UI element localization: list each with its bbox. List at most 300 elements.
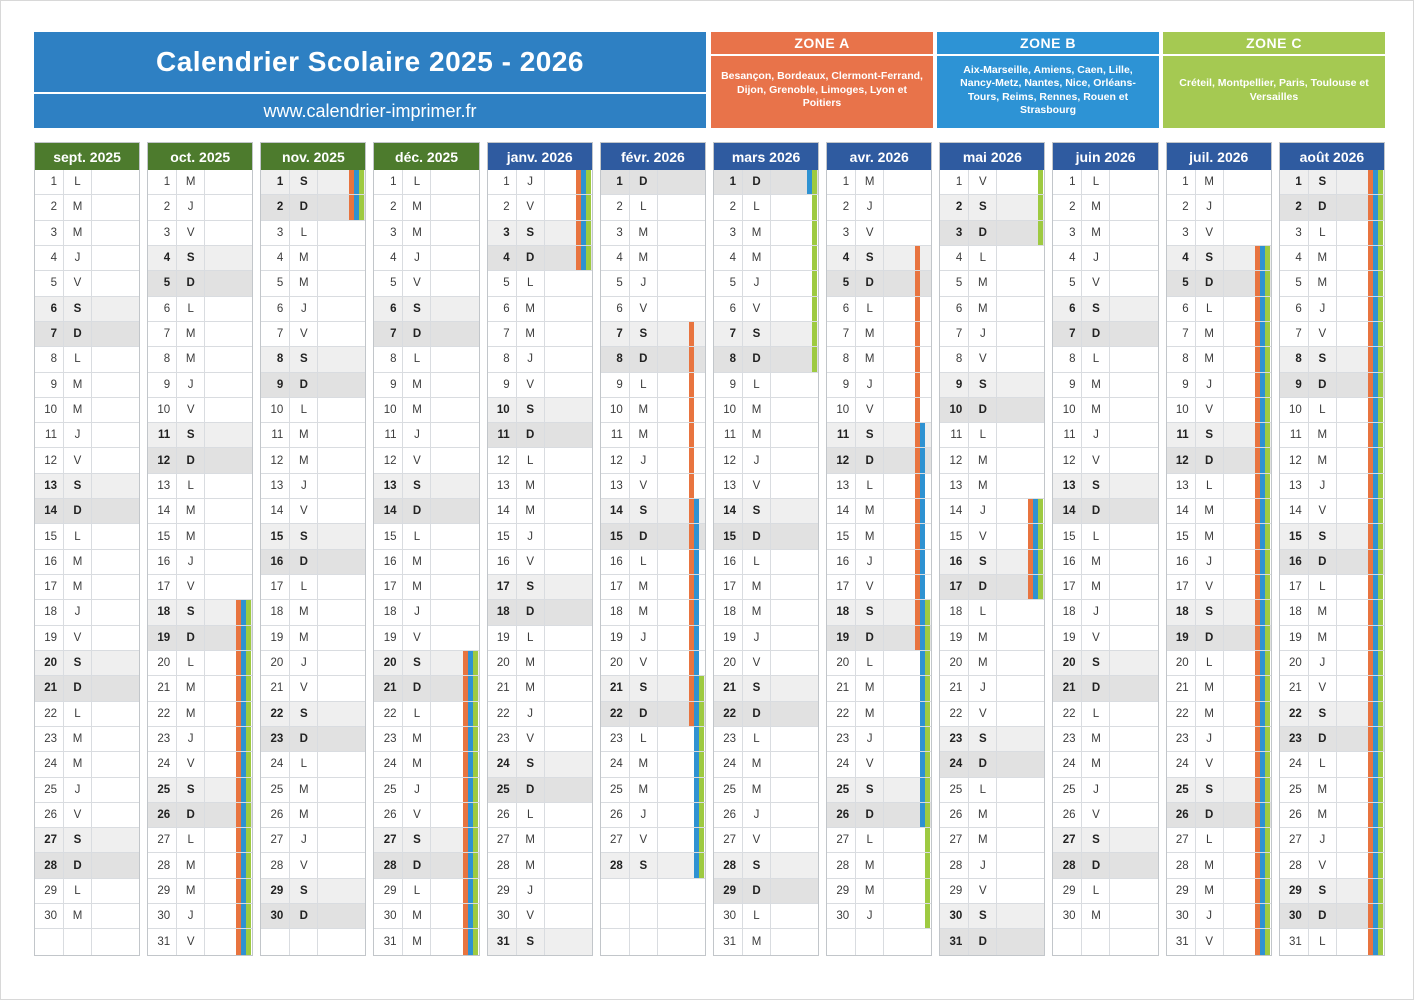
day-number: 28: [940, 853, 969, 877]
day-row: [374, 221, 478, 246]
holiday-stripe-zone-c: [246, 651, 251, 675]
day-cell-filler: [1110, 423, 1157, 447]
holiday-stripe-zone-c: [1265, 423, 1270, 447]
day-number: 15: [1167, 524, 1196, 548]
holiday-stripe-zone-b: [920, 474, 925, 498]
day-number: 8: [601, 347, 630, 371]
day-letter: L: [856, 828, 884, 852]
day-letter: J: [856, 727, 884, 751]
day-cell-filler: [771, 373, 818, 397]
day-number: 22: [261, 702, 290, 726]
day-row: [601, 347, 705, 372]
day-number: 24: [1053, 752, 1082, 776]
day-cell-filler: [1110, 550, 1157, 574]
day-number: 17: [601, 575, 630, 599]
holiday-stripe-zone-c: [699, 702, 704, 726]
day-number: 12: [1167, 448, 1196, 472]
holiday-stripe-zone-c: [699, 752, 704, 776]
day-row: [1053, 398, 1157, 423]
day-number: [261, 929, 290, 954]
day-row: [940, 373, 1044, 398]
day-cell-filler: [545, 904, 592, 928]
day-number: 12: [488, 448, 517, 472]
day-row: [1167, 423, 1271, 448]
day-cell-filler: [1110, 499, 1157, 523]
day-number: 4: [148, 246, 177, 270]
day-row: [940, 221, 1044, 246]
holiday-stripe-zone-c: [1038, 499, 1043, 523]
day-number: 12: [1280, 448, 1309, 472]
day-cell-filler: [92, 778, 139, 802]
holiday-stripe-zone-c: [246, 803, 251, 827]
day-number: 8: [714, 347, 743, 371]
day-letter: J: [856, 195, 884, 219]
day-cell-filler: [997, 448, 1044, 472]
day-row: [148, 727, 252, 752]
day-number: 26: [1167, 803, 1196, 827]
day-cell-filler: [1110, 524, 1157, 548]
day-cell-filler: [92, 322, 139, 346]
day-cell-filler: [431, 423, 478, 447]
day-row: [827, 246, 931, 271]
day-cell-filler: [205, 347, 252, 371]
day-letter: M: [1309, 246, 1337, 270]
day-cell-filler: [658, 297, 705, 321]
day-row: [1053, 347, 1157, 372]
day-row: [714, 853, 818, 878]
day-number: 23: [374, 727, 403, 751]
day-number: 17: [488, 575, 517, 599]
day-cell-filler: [658, 347, 705, 371]
day-number: 6: [1053, 297, 1082, 321]
day-row: [1167, 676, 1271, 701]
holiday-stripe-zone-c: [1265, 550, 1270, 574]
day-row: [827, 271, 931, 296]
day-cell-filler: [771, 195, 818, 219]
day-number: 7: [714, 322, 743, 346]
day-number: 19: [488, 626, 517, 650]
day-letter: D: [177, 271, 205, 295]
holiday-stripe-zone-c: [1378, 778, 1383, 802]
day-cell-filler: [545, 524, 592, 548]
holiday-stripe-zone-c: [473, 702, 478, 726]
day-letter: V: [177, 929, 205, 954]
day-letter: S: [403, 474, 431, 498]
day-row: [261, 474, 365, 499]
day-cell-filler: [1110, 347, 1157, 371]
day-row: [827, 423, 931, 448]
day-number: 25: [1167, 778, 1196, 802]
day-number: 22: [601, 702, 630, 726]
day-letter: V: [1082, 271, 1110, 295]
day-letter: V: [1196, 221, 1224, 245]
day-number: 28: [148, 853, 177, 877]
holiday-stripe-zone-b: [920, 575, 925, 599]
day-number: 15: [261, 524, 290, 548]
holiday-stripe-zone-c: [246, 727, 251, 751]
day-row: [488, 499, 592, 524]
day-number: 4: [714, 246, 743, 270]
day-number: 16: [1167, 550, 1196, 574]
day-cell-filler: [771, 600, 818, 624]
holiday-stripe-zone-c: [925, 778, 930, 802]
day-number: 27: [1053, 828, 1082, 852]
day-row: [601, 853, 705, 878]
day-number: 3: [35, 221, 64, 245]
day-row: [1167, 651, 1271, 676]
day-cell-filler: [205, 575, 252, 599]
day-row: [374, 448, 478, 473]
day-cell-filler: [658, 170, 705, 194]
month-header: janv. 2026: [488, 143, 592, 170]
day-number: 4: [1053, 246, 1082, 270]
day-letter: V: [1309, 499, 1337, 523]
day-number: 5: [940, 271, 969, 295]
day-row: [827, 929, 931, 954]
holiday-stripe-zone-c: [812, 170, 817, 194]
day-number: 7: [35, 322, 64, 346]
day-row: [35, 853, 139, 878]
day-row: [488, 575, 592, 600]
day-row: [1280, 398, 1384, 423]
day-cell-filler: [92, 474, 139, 498]
day-row: [1053, 373, 1157, 398]
holiday-stripe-zone-c: [925, 879, 930, 903]
day-letter: L: [1309, 752, 1337, 776]
day-cell-filler: [1110, 626, 1157, 650]
day-row: [1167, 474, 1271, 499]
day-letter: S: [290, 170, 318, 194]
day-number: 30: [148, 904, 177, 928]
day-row: [261, 676, 365, 701]
holiday-stripe-zone-c: [699, 853, 704, 877]
day-cell-filler: [771, 347, 818, 371]
day-row: [148, 195, 252, 220]
day-letter: M: [1082, 221, 1110, 245]
day-row: [374, 550, 478, 575]
day-row: [374, 423, 478, 448]
day-letter: S: [743, 322, 771, 346]
holiday-stripe-zone-c: [1038, 221, 1043, 245]
day-row: [714, 297, 818, 322]
day-number: 6: [488, 297, 517, 321]
day-letter: L: [403, 702, 431, 726]
holiday-stripe-zone-c: [812, 297, 817, 321]
day-cell-filler: [771, 904, 818, 928]
day-number: 28: [374, 853, 403, 877]
holiday-stripe-zone-c: [1265, 575, 1270, 599]
day-number: 12: [35, 448, 64, 472]
day-number: 26: [374, 803, 403, 827]
day-row: [374, 853, 478, 878]
day-number: 17: [148, 575, 177, 599]
holiday-stripe-zone-c: [246, 904, 251, 928]
day-cell-filler: [92, 879, 139, 903]
day-letter: M: [743, 752, 771, 776]
day-row: [940, 803, 1044, 828]
day-row: [1053, 246, 1157, 271]
day-row: [601, 499, 705, 524]
day-letter: J: [517, 170, 545, 194]
holiday-stripe-zone-a: [689, 347, 694, 371]
day-number: 17: [374, 575, 403, 599]
day-letter: V: [1196, 929, 1224, 954]
day-number: 6: [1167, 297, 1196, 321]
day-row: [35, 297, 139, 322]
day-letter: V: [64, 626, 92, 650]
day-number: 11: [1053, 423, 1082, 447]
day-letter: V: [969, 702, 997, 726]
day-letter: [290, 929, 318, 954]
day-number: 6: [827, 297, 856, 321]
day-letter: M: [1309, 271, 1337, 295]
day-number: 8: [488, 347, 517, 371]
day-letter: S: [177, 778, 205, 802]
day-row: [261, 398, 365, 423]
month-header: févr. 2026: [601, 143, 705, 170]
day-letter: S: [1082, 474, 1110, 498]
day-letter: M: [403, 550, 431, 574]
day-cell-filler: [545, 853, 592, 877]
day-cell-filler: [658, 221, 705, 245]
day-letter: J: [1082, 423, 1110, 447]
day-number: 3: [148, 221, 177, 245]
day-letter: D: [64, 676, 92, 700]
day-number: 11: [261, 423, 290, 447]
day-row: [374, 752, 478, 777]
day-cell-filler: [997, 423, 1044, 447]
day-number: 27: [1280, 828, 1309, 852]
holiday-stripe-zone-c: [812, 195, 817, 219]
day-cell-filler: [431, 600, 478, 624]
day-number: 26: [940, 803, 969, 827]
day-letter: J: [290, 651, 318, 675]
day-row: [261, 778, 365, 803]
day-cell-filler: [92, 904, 139, 928]
day-cell-filler: [545, 676, 592, 700]
day-letter: D: [1196, 803, 1224, 827]
month-column: [939, 142, 1045, 956]
day-letter: L: [630, 195, 658, 219]
day-letter: L: [743, 550, 771, 574]
day-number: 26: [1280, 803, 1309, 827]
day-number: 11: [714, 423, 743, 447]
day-number: 5: [1280, 271, 1309, 295]
day-row: [488, 373, 592, 398]
day-row: [714, 727, 818, 752]
day-letter: M: [1196, 322, 1224, 346]
day-cell-filler: [884, 221, 931, 245]
day-number: 7: [261, 322, 290, 346]
day-cell-filler: [771, 297, 818, 321]
day-row: [261, 752, 365, 777]
day-number: 6: [601, 297, 630, 321]
day-letter: M: [969, 828, 997, 852]
day-row: [827, 170, 931, 195]
day-letter: D: [1196, 626, 1224, 650]
day-letter: M: [856, 524, 884, 548]
day-row: [714, 499, 818, 524]
day-cell-filler: [997, 271, 1044, 295]
day-number: 3: [714, 221, 743, 245]
day-letter: S: [1196, 600, 1224, 624]
day-cell-filler: [1110, 879, 1157, 903]
day-letter: J: [630, 803, 658, 827]
day-number: 31: [714, 929, 743, 954]
day-row: [1280, 373, 1384, 398]
day-letter: L: [630, 727, 658, 751]
day-row: [35, 651, 139, 676]
day-number: 25: [261, 778, 290, 802]
day-cell-filler: [997, 373, 1044, 397]
day-number: 25: [714, 778, 743, 802]
holiday-stripe-zone-c: [925, 702, 930, 726]
day-letter: D: [743, 879, 771, 903]
day-number: 15: [940, 524, 969, 548]
day-number: 23: [1053, 727, 1082, 751]
day-number: 20: [148, 651, 177, 675]
holiday-stripe-zone-c: [1038, 170, 1043, 194]
day-cell-filler: [431, 499, 478, 523]
day-row: [148, 803, 252, 828]
holiday-stripe-zone-c: [586, 170, 591, 194]
day-letter: D: [856, 803, 884, 827]
day-row: [261, 221, 365, 246]
day-letter: V: [1196, 398, 1224, 422]
day-cell-filler: [92, 929, 139, 954]
month-header: juil. 2026: [1167, 143, 1271, 170]
day-row: [940, 550, 1044, 575]
day-letter: L: [1309, 221, 1337, 245]
day-cell-filler: [658, 246, 705, 270]
day-number: 10: [714, 398, 743, 422]
day-row: [1053, 575, 1157, 600]
day-cell-filler: [318, 347, 365, 371]
day-number: 20: [1053, 651, 1082, 675]
day-cell-filler: [997, 246, 1044, 270]
day-letter: M: [177, 170, 205, 194]
holiday-stripe-zone-c: [1265, 524, 1270, 548]
day-letter: S: [64, 651, 92, 675]
month-column: [826, 142, 932, 956]
day-number: 31: [940, 929, 969, 954]
day-number: 15: [35, 524, 64, 548]
day-letter: [856, 929, 884, 954]
day-number: 5: [601, 271, 630, 295]
day-number: 16: [148, 550, 177, 574]
holiday-stripe-zone-b: [920, 550, 925, 574]
day-number: 12: [714, 448, 743, 472]
day-number: 14: [827, 499, 856, 523]
holiday-stripe-zone-c: [473, 778, 478, 802]
day-number: 2: [1167, 195, 1196, 219]
day-number: 11: [940, 423, 969, 447]
day-number: 29: [1053, 879, 1082, 903]
day-row: [35, 600, 139, 625]
day-row: [601, 221, 705, 246]
holiday-stripe-zone-c: [925, 752, 930, 776]
day-row: [601, 600, 705, 625]
holiday-stripe-zone-a: [915, 398, 920, 422]
day-cell-filler: [997, 676, 1044, 700]
day-letter: L: [64, 170, 92, 194]
day-number: 13: [488, 474, 517, 498]
day-number: 10: [1053, 398, 1082, 422]
day-number: 21: [1167, 676, 1196, 700]
day-row: [374, 600, 478, 625]
day-number: 15: [714, 524, 743, 548]
day-number: 7: [940, 322, 969, 346]
day-number: 9: [1167, 373, 1196, 397]
day-number: 23: [261, 727, 290, 751]
day-letter: D: [630, 702, 658, 726]
day-number: 23: [148, 727, 177, 751]
day-number: 18: [1280, 600, 1309, 624]
day-number: 14: [1280, 499, 1309, 523]
day-row: [148, 904, 252, 929]
day-number: 15: [827, 524, 856, 548]
holiday-stripe-zone-c: [246, 853, 251, 877]
day-row: [827, 195, 931, 220]
day-row: [1167, 246, 1271, 271]
holiday-stripe-zone-c: [246, 752, 251, 776]
day-number: 16: [488, 550, 517, 574]
holiday-stripe-zone-c: [812, 271, 817, 295]
day-number: 15: [148, 524, 177, 548]
day-row: [1053, 676, 1157, 701]
holiday-stripe-zone-c: [1378, 853, 1383, 877]
day-number: 4: [1280, 246, 1309, 270]
day-letter: M: [403, 373, 431, 397]
month-header: déc. 2025: [374, 143, 478, 170]
day-letter: [630, 904, 658, 928]
day-letter: J: [64, 246, 92, 270]
holiday-stripe-zone-c: [1378, 398, 1383, 422]
day-row: [601, 524, 705, 549]
day-row: [827, 702, 931, 727]
day-cell-filler: [1110, 322, 1157, 346]
day-number: 21: [35, 676, 64, 700]
day-number: 27: [374, 828, 403, 852]
day-letter: S: [856, 423, 884, 447]
day-letter: S: [517, 929, 545, 954]
day-row: [488, 423, 592, 448]
day-number: 1: [1053, 170, 1082, 194]
zone-c-box: [1163, 32, 1385, 128]
day-row: [714, 322, 818, 347]
day-letter: L: [1309, 929, 1337, 954]
day-letter: D: [743, 170, 771, 194]
day-cell-filler: [92, 803, 139, 827]
day-letter: M: [1082, 195, 1110, 219]
day-letter: M: [630, 221, 658, 245]
holiday-stripe-zone-a: [689, 448, 694, 472]
day-letter: S: [856, 246, 884, 270]
day-row: [1280, 778, 1384, 803]
day-row: [1280, 170, 1384, 195]
day-row: [488, 752, 592, 777]
day-number: 28: [601, 853, 630, 877]
holiday-stripe-zone-c: [812, 221, 817, 245]
day-number: 24: [1280, 752, 1309, 776]
day-letter: M: [1196, 524, 1224, 548]
day-letter: M: [403, 398, 431, 422]
day-number: 9: [827, 373, 856, 397]
day-row: [1167, 499, 1271, 524]
day-row: [374, 727, 478, 752]
day-letter: J: [403, 600, 431, 624]
holiday-stripe-zone-c: [1378, 752, 1383, 776]
